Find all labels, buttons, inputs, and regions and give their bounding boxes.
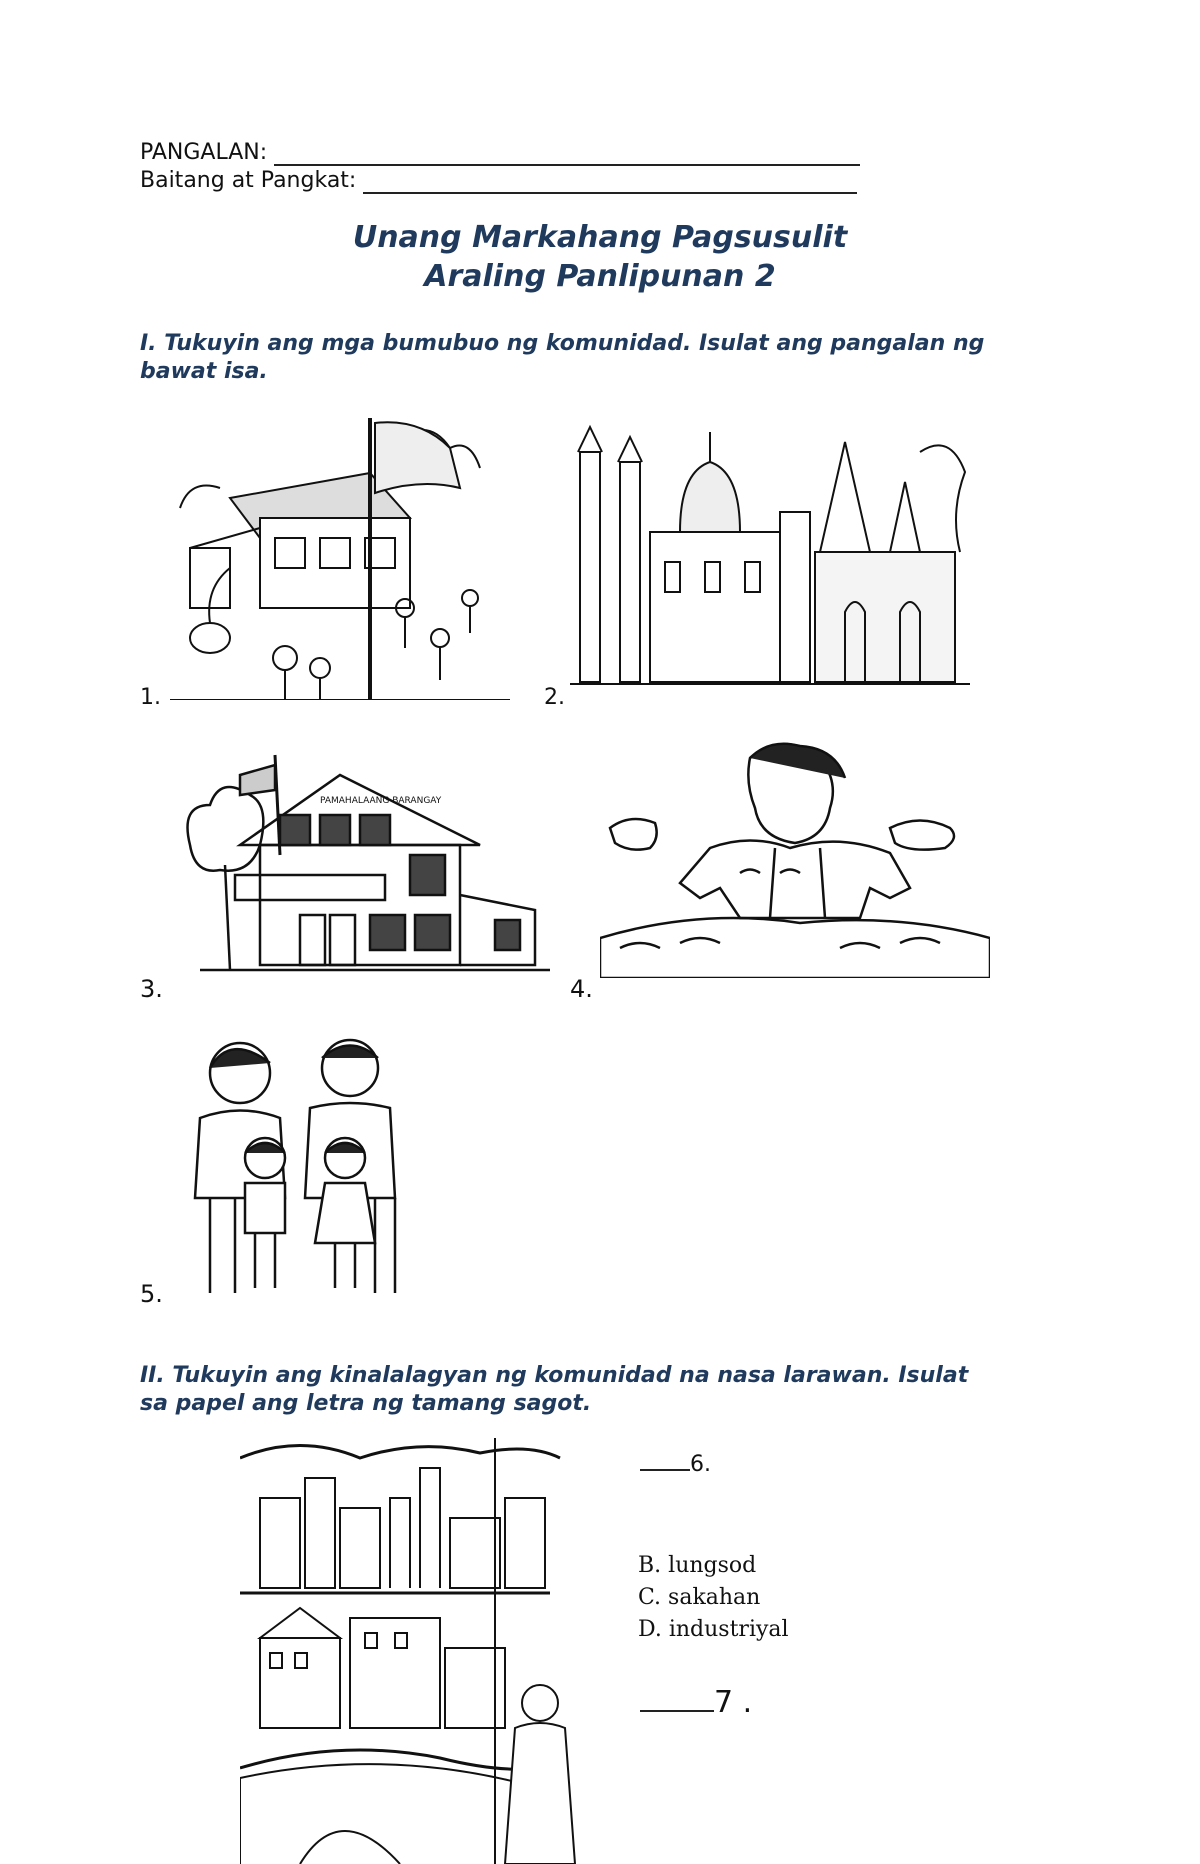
- barangay-sign-text: PAMAHALAANG BARANGAY: [320, 796, 442, 806]
- choices-list: [638, 1550, 789, 1646]
- section-field: [140, 168, 857, 194]
- barangay-hall-illustration: [180, 745, 550, 975]
- name-field: [140, 140, 860, 166]
- item-number-1: 1.: [140, 685, 161, 710]
- section-label: Baitang at Pangkat:: [140, 168, 357, 193]
- part2-instruction: [140, 1362, 1060, 1418]
- city-industrial-illustration: [240, 1438, 585, 1864]
- name-label: PANGALAN:: [140, 140, 268, 165]
- part1-instruction-line-2: bawat isa.: [140, 359, 268, 384]
- family-illustration: [170, 1028, 460, 1303]
- item-number-3: 3.: [140, 975, 163, 1003]
- mosque-church-illustration: [570, 412, 970, 697]
- part2-instruction-line-1: II. Tukuyin ang kinalalagyan ng komunidad na nasa larawan. Isulat: [140, 1363, 969, 1388]
- title-line-1: Unang Markahang Pagsusulit: [352, 220, 848, 255]
- page-title: [0, 220, 1200, 294]
- choice-b: B. lungsod: [638, 1553, 757, 1578]
- section-blank-line[interactable]: [363, 172, 857, 194]
- part1-instruction-line-1: I. Tukuyin ang mga bumubuo ng komunidad. Isulat ang pangalan ng: [140, 331, 985, 356]
- part2-instruction-line-2: sa papel ang letra ng tamang sagot.: [140, 1391, 592, 1416]
- fish-vendor-illustration: [600, 738, 990, 978]
- choice-d: D. industriyal: [638, 1617, 789, 1642]
- item-6-blank[interactable]: [640, 1469, 690, 1471]
- item-7-blank[interactable]: [640, 1710, 714, 1712]
- title-line-2: Araling Panlipunan 2: [424, 259, 776, 294]
- item-7: [640, 1685, 752, 1720]
- item-number-2: 2.: [544, 685, 565, 710]
- item-6-number: 6.: [690, 1452, 711, 1477]
- part1-instruction: [140, 330, 1060, 386]
- item-number-4: 4.: [570, 975, 593, 1003]
- item-7-number: 7 .: [714, 1685, 753, 1720]
- item-number-5: 5.: [140, 1280, 163, 1308]
- choice-c: C. sakahan: [638, 1585, 761, 1610]
- school-illustration: [170, 418, 510, 700]
- item-6: [640, 1452, 711, 1477]
- name-blank-line[interactable]: [274, 144, 860, 166]
